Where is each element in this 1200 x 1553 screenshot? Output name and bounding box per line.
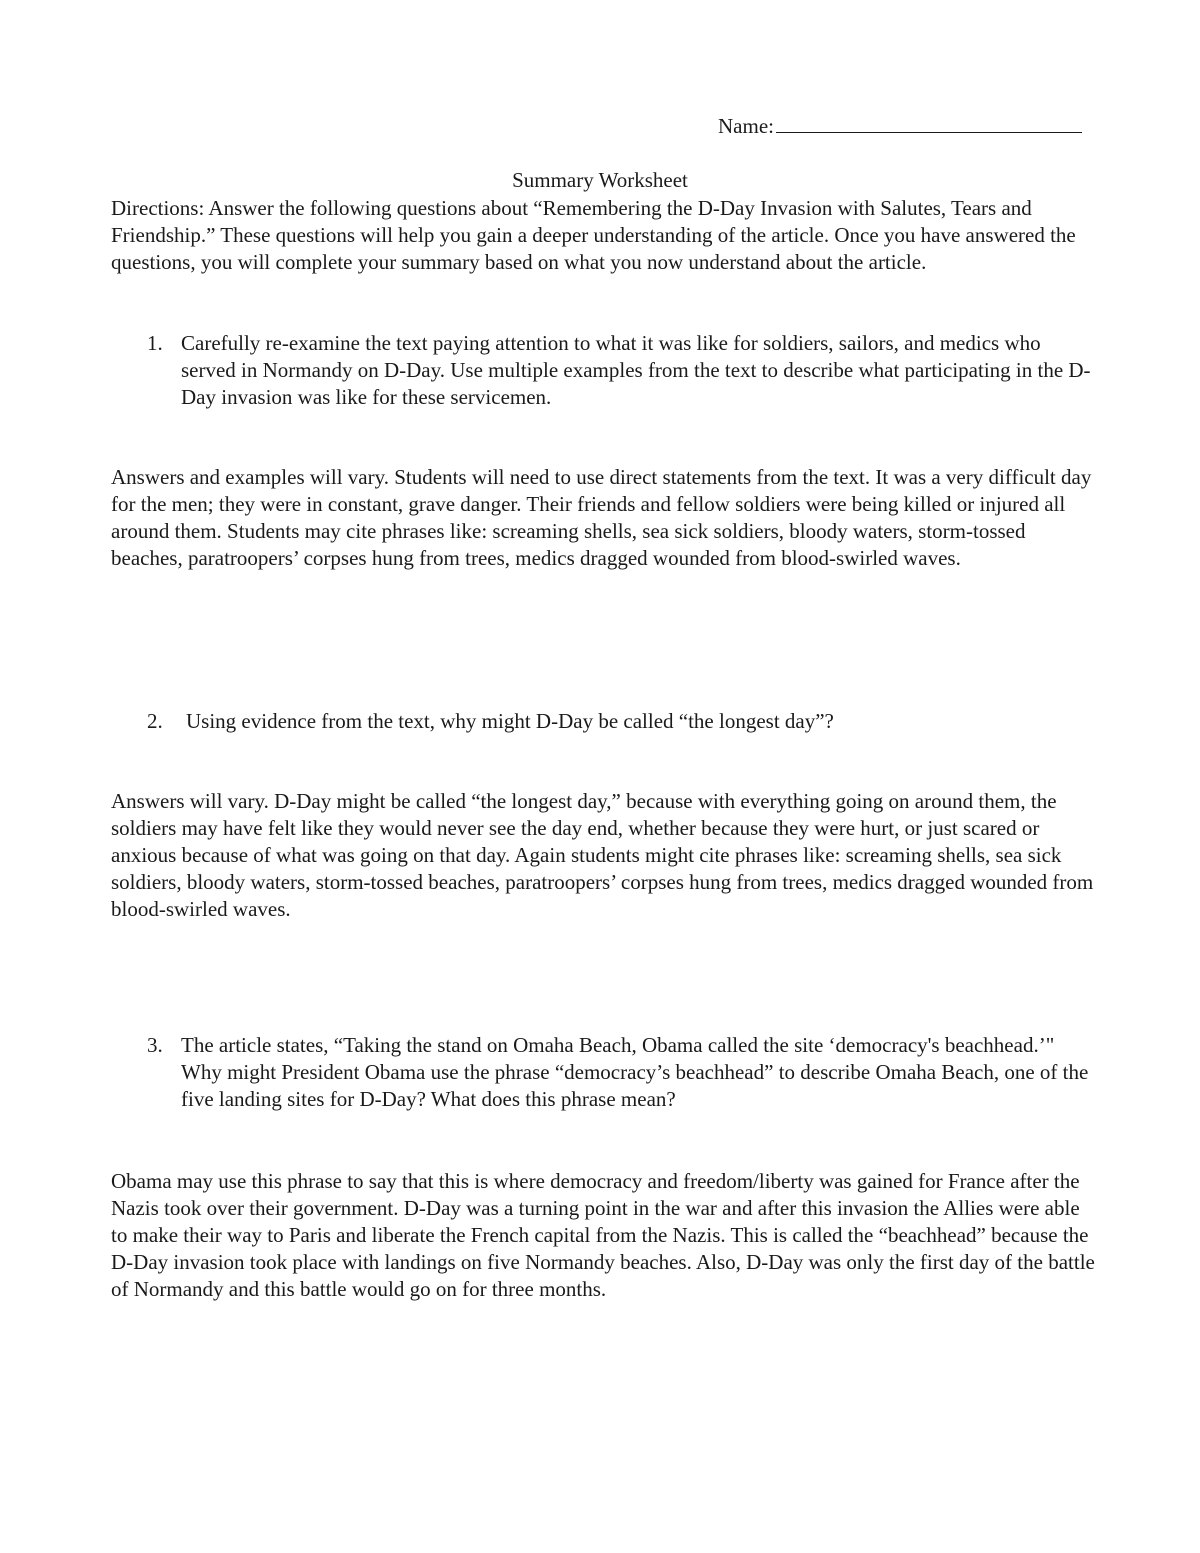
answer-1: Answers and examples will vary. Students will need to use direct statements from the text. It was a very difficult day for the men; they were in constant, grave danger. Their friends and fellow soldiers were being killed or injured all around them. Students may cite phrases like: screaming shells, sea sick soldiers, bloody waters, storm-tossed beaches, paratroopers’ corpses hung from trees, medics dragged wounded from blood-swirled waves.: [111, 465, 1092, 570]
answer-2: Answers will vary. D-Day might be called “the longest day,” because with everything going on around them, the soldiers may have felt like they would never see the day end, whether because they were hurt, or just scared or anxious because of what was going on that day. Again students might cite phrases like: screaming shells, sea sick soldiers, bloody waters, storm-tossed beaches, paratroopers’ corpses hung from trees, medics dragged wounded from blood-swirled waves.: [111, 789, 1094, 921]
question-1: [111, 330, 1096, 411]
question-text: Using evidence from the text, why might D-Day be called “the longest day”?: [186, 709, 834, 733]
question-number: 2.: [147, 709, 163, 733]
question-2: [111, 708, 1096, 735]
directions-text: Directions: Answer the following questions about “Remembering the D-Day Invasion with Salutes, Tears and Friendship.” These questions will help you gain a deeper understanding of the article. Once you have answered the questions, you will complete your summary based on what you now understand about the article.: [111, 196, 1076, 274]
answer-3: Obama may use this phrase to say that this is where democracy and freedom/liberty was gained for France after the Nazis took over their government. D-Day was a turning point in the war and after this invasion the Allies were able to make their way to Paris and liberate the French capital from the Nazis. This is called the “beachhead” because the D-Day invasion took place with landings on five Normandy beaches. Also, D-Day was only the first day of the battle of Normandy and this battle would go on for three months.: [111, 1169, 1095, 1301]
question-text: The article states, “Taking the stand on Omaha Beach, Obama called the site ‘democracy's beachhead.’" Why might President Obama use the phrase “democracy’s beachhead” to describe Omaha Beach, one of the five landing sites for D-Day? What does this phrase mean?: [181, 1033, 1089, 1111]
question-3: [111, 1032, 1096, 1113]
name-blank-line: [776, 114, 1082, 133]
question-number: 1.: [147, 331, 163, 355]
question-number: 3.: [147, 1033, 163, 1057]
worksheet-title: Summary Worksheet: [512, 168, 688, 192]
question-text: Carefully re-examine the text paying attention to what it was like for soldiers, sailors, and medics who served in Normandy on D-Day. Use multiple examples from the text to describe what participating in the D-Day invasion was like for these servicemen.: [181, 331, 1091, 409]
name-field: [718, 113, 1090, 140]
name-label: Name:: [718, 114, 774, 138]
